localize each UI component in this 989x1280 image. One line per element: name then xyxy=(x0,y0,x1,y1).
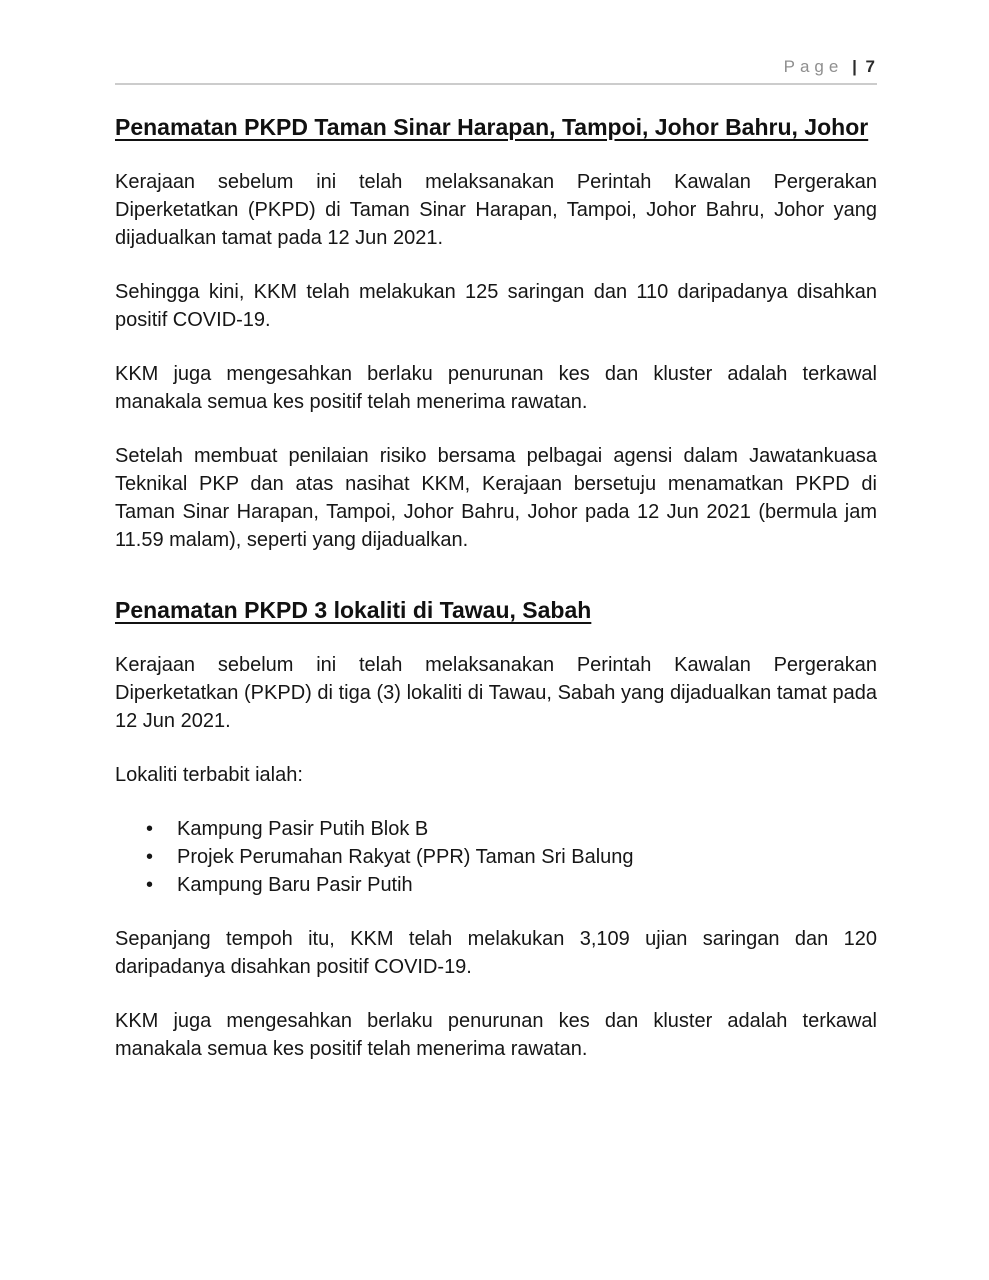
page-header xyxy=(115,0,877,85)
paragraph: Sepanjang tempoh itu, KKM telah melakukan 3,109 ujian saringan dan 120 daripadanya disahkan positif COVID-19. xyxy=(115,928,877,978)
list-item: • Projek Perumahan Rakyat (PPR) Taman Sri Balung xyxy=(115,843,877,871)
paragraph: KKM juga mengesahkan berlaku penurunan kes dan kluster adalah terkawal manakala semua kes positif telah menerima rawatan. xyxy=(115,1010,877,1060)
section-heading-pkpd-taman-sinar-harapan: Penamatan PKPD Taman Sinar Harapan, Tampoi, Johor Bahru, Johor xyxy=(115,114,869,140)
page-header-label: Page xyxy=(783,57,844,76)
list-item: • Kampung Pasir Putih Blok B xyxy=(115,815,877,843)
paragraph: KKM juga mengesahkan berlaku penurunan kes dan kluster adalah terkawal manakala semua kes positif telah menerima rawatan. xyxy=(115,363,877,413)
locality-list xyxy=(115,815,877,899)
page-content xyxy=(115,0,877,1063)
list-item: • Kampung Baru Pasir Putih xyxy=(115,871,877,899)
paragraph: Kerajaan sebelum ini telah melaksanakan Perintah Kawalan Pergerakan Diperketatkan (PKPD) di Taman Sinar Harapan, Tampoi, Johor Bahru, Johor yang dijadualkan tamat pada 12 Jun 2021. xyxy=(115,171,877,249)
paragraph: Setelah membuat penilaian risiko bersama pelbagai agensi dalam Jawatankuasa Teknikal PKP dan atas nasihat KKM, Kerajaan bersetuju menamatkan PKPD di Taman Sinar Harapan, Tampoi, Johor Bahru, Johor pada 12 Jun 2021 (bermula jam 11.59 malam), seperti yang dijadualkan. xyxy=(115,445,877,551)
paragraph: Sehingga kini, KKM telah melakukan 125 saringan dan 110 daripadanya disahkan positif COVID-19. xyxy=(115,281,877,331)
list-intro: Lokaliti terbabit ialah: xyxy=(115,764,303,786)
page-number: | 7 xyxy=(852,57,877,76)
section-heading-pkpd-tawau-sabah: Penamatan PKPD 3 lokaliti di Tawau, Sabah xyxy=(115,597,592,623)
paragraph: Kerajaan sebelum ini telah melaksanakan Perintah Kawalan Pergerakan Diperketatkan (PKPD) di tiga (3) lokaliti di Tawau, Sabah yang dijadualkan tamat pada 12 Jun 2021. xyxy=(115,654,877,732)
